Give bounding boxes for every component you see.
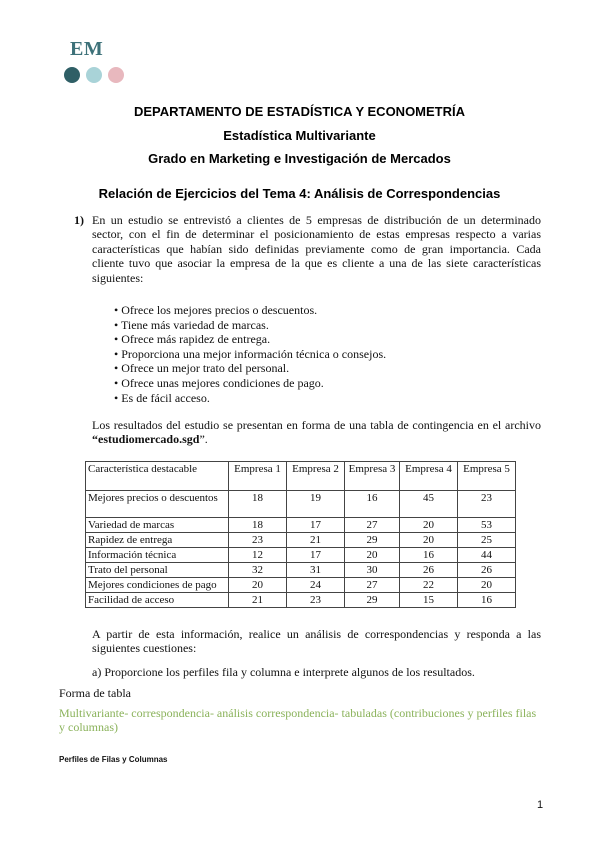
table-header: Empresa 4 — [400, 462, 458, 491]
list-item: • Ofrece los mejores precios o descuentos. — [114, 303, 386, 318]
page-title: Relación de Ejercicios del Tema 4: Análisis de Correspondencias — [98, 186, 501, 201]
row-label: Mejores precios o descuentos — [86, 491, 229, 518]
logo-dot-dark — [64, 67, 80, 83]
forma-label: Forma de tabla — [59, 686, 131, 700]
table-cell: 21 — [229, 593, 287, 608]
table-cell: 16 — [345, 491, 400, 518]
table-row — [86, 563, 516, 578]
table-cell: 32 — [229, 563, 287, 578]
exercise-1 — [74, 213, 541, 285]
table-header: Empresa 1 — [229, 462, 287, 491]
list-item: • Es de fácil acceso. — [114, 391, 386, 406]
results-paragraph — [92, 418, 541, 447]
department-heading: DEPARTAMENTO DE ESTADÍSTICA Y ECONOMETRÍA — [133, 104, 466, 119]
table-cell: 20 — [400, 533, 458, 548]
logo-dot-light — [86, 67, 102, 83]
table-cell: 29 — [345, 593, 400, 608]
page-number: 1 — [537, 799, 544, 811]
table-cell: 18 — [229, 518, 287, 533]
table-row — [86, 518, 516, 533]
row-label: Variedad de marcas — [86, 518, 229, 533]
table-cell: 20 — [400, 518, 458, 533]
row-label: Trato del personal — [86, 563, 229, 578]
table-cell: 17 — [287, 548, 345, 563]
table-cell: 20 — [229, 578, 287, 593]
table-cell: 26 — [458, 563, 516, 578]
table-cell: 44 — [458, 548, 516, 563]
table-cell: 16 — [458, 593, 516, 608]
list-item: • Proporciona una mejor información técnica o consejos. — [114, 347, 386, 362]
row-label: Facilidad de acceso — [86, 593, 229, 608]
table-cell: 27 — [345, 518, 400, 533]
exercise-number: 1) — [74, 213, 84, 227]
table-cell: 23 — [458, 491, 516, 518]
table-header: Empresa 5 — [458, 462, 516, 491]
table-row — [86, 548, 516, 563]
results-suffix: ”. — [199, 432, 208, 447]
table-cell: 18 — [229, 491, 287, 518]
course-heading: Estadística Multivariante — [223, 128, 376, 143]
table-cell: 20 — [345, 548, 400, 563]
table-cell: 27 — [345, 578, 400, 593]
table-header: Empresa 3 — [345, 462, 400, 491]
table-cell: 30 — [345, 563, 400, 578]
table-cell: 12 — [229, 548, 287, 563]
table-cell: 21 — [287, 533, 345, 548]
degree-heading: Grado en Marketing e Investigación de Mercados — [148, 151, 451, 166]
list-item: • Ofrece un mejor trato del personal. — [114, 361, 386, 376]
results-text: Los resultados del estudio se presentan en forma de una tabla de contingencia en el archivo — [92, 418, 541, 432]
table-cell: 22 — [400, 578, 458, 593]
table-cell: 23 — [287, 593, 345, 608]
table-cell: 20 — [458, 578, 516, 593]
table-row — [86, 578, 516, 593]
list-item: • Tiene más variedad de marcas. — [114, 318, 386, 333]
menu-path-link[interactable]: Multivariante- correspondencia- análisis correspondencia- tabuladas (contribuciones y perfiles filas y columnas) — [59, 706, 537, 735]
em-logo — [64, 38, 124, 83]
logo-text: EM — [70, 38, 104, 60]
table-cell: 16 — [400, 548, 458, 563]
section-label: Perfiles de Filas y Columnas — [59, 755, 168, 764]
results-filename: “estudiomercado.sgd — [92, 432, 200, 447]
logo-dot-pink — [108, 67, 124, 83]
table-cell: 45 — [400, 491, 458, 518]
questions-intro: A partir de esta información, realice un análisis de correspondencias y responda a las siguientes cuestiones: — [92, 627, 541, 656]
table-row — [86, 593, 516, 608]
list-item: • Ofrece más rapidez de entrega. — [114, 332, 386, 347]
table-header-row — [86, 462, 516, 491]
table-header: Característica destacable — [86, 462, 229, 491]
table-cell: 15 — [400, 593, 458, 608]
table-cell: 25 — [458, 533, 516, 548]
question-a: a) Proporcione los perfiles fila y columna e interprete algunos de los resultados. — [92, 665, 475, 679]
exercise-text: En un estudio se entrevistó a clientes de 5 empresas de distribución de un determinado sector, con el fin de determinar el posicionamiento de estas empresas respecto a varias características que habían sido definidas previamente como de gran importancia. Cada cliente tuvo que asociar la empresa de la que es cliente a una de las siete características siguientes: — [92, 213, 541, 285]
table-cell: 17 — [287, 518, 345, 533]
list-item: • Ofrece unas mejores condiciones de pago. — [114, 376, 386, 391]
table-row — [86, 491, 516, 518]
contingency-table — [85, 461, 516, 608]
table-cell: 53 — [458, 518, 516, 533]
table-cell: 19 — [287, 491, 345, 518]
row-label: Información técnica — [86, 548, 229, 563]
table-cell: 29 — [345, 533, 400, 548]
table-cell: 24 — [287, 578, 345, 593]
logo-dots — [64, 67, 124, 83]
table-cell: 31 — [287, 563, 345, 578]
table-row — [86, 533, 516, 548]
table-cell: 23 — [229, 533, 287, 548]
table-cell: 26 — [400, 563, 458, 578]
table-header: Empresa 2 — [287, 462, 345, 491]
row-label: Rapidez de entrega — [86, 533, 229, 548]
characteristics-list — [114, 303, 386, 405]
row-label: Mejores condiciones de pago — [86, 578, 229, 593]
